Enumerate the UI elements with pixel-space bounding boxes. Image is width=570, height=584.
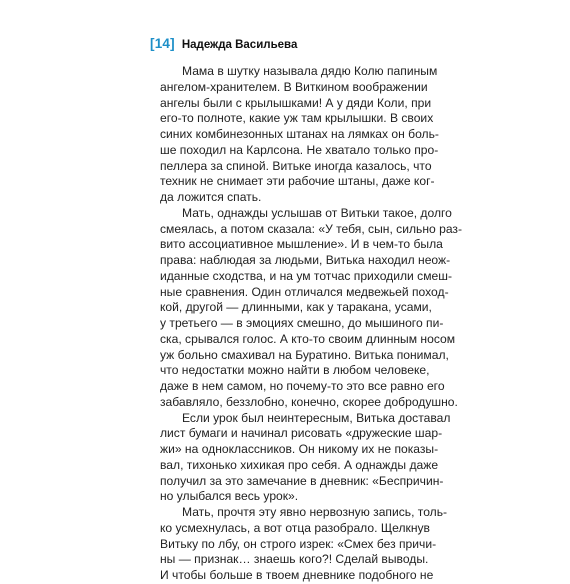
paragraph: [160, 505, 448, 584]
text-line: у третьего — в эмоциях смешно, до мышиного пи-: [160, 316, 444, 330]
text-line: Если урок был неинтересным, Витька доставал: [182, 410, 451, 425]
text-line: лист бумаги и начинал рисовать «дружеские шар-: [160, 426, 443, 441]
text-line: уж больно смахивал на Буратино. Витька понимал,: [160, 347, 449, 362]
text-line: даже в нем самом, но почему-то это все равно его: [160, 379, 445, 393]
paragraph: [160, 205, 462, 411]
text-line: И чтобы больше в твоем дневнике подобного не: [160, 568, 434, 582]
text-line: пеллера за спиной. Витьке иногда казалось, что: [160, 158, 432, 173]
text-line: ангелом-хранителем. В Виткином воображении: [160, 79, 428, 94]
text-line: ко усмехнулась, а вот отца разобрало. Щелкнув: [160, 520, 430, 535]
text-line: вал, тихонько хихикая про себя. А однажды даже: [160, 457, 439, 472]
text-line: Мать, однажды услышав от Витьки такое, долго: [182, 205, 452, 220]
text-line: права: наблюдая за людьми, Витька находил неож-: [160, 253, 451, 267]
text-line: вито ассоциативное мышление». И в чем-то была: [160, 237, 443, 252]
text-line: его-то полноте, какие уж там крылышки. В своих: [160, 111, 434, 126]
paragraph: [160, 64, 439, 206]
text-line: но улыбался весь урок».: [160, 489, 299, 504]
text-line: ше походил на Карлсона. Не хватало только про-: [160, 142, 439, 157]
text-line: иданные сходства, и на ум тотчас приходили смеш-: [160, 268, 452, 283]
text-line: ска, срывался голос. А кто-то своим длинным носом: [160, 331, 456, 346]
author-name: Надежда Васильева: [181, 39, 298, 51]
text-line: ные сравнения. Один отличался медвежьей поход-: [160, 284, 449, 299]
body-text: [160, 64, 462, 584]
text-line: кой, другой — длинными, как у таракана, усами,: [160, 300, 432, 315]
text-line: Витьку по лбу, он строго изрек: «Смех без причи-: [160, 536, 437, 551]
page-number: [14]: [150, 36, 175, 51]
text-line: забавляло, беззлобно, конечно, скорее добродушно.: [160, 394, 458, 409]
text-line: ангелы были с крылышками! А у дяди Коли, при: [160, 95, 432, 110]
text-line: получил за это замечание в дневник: «Беспричин-: [160, 473, 444, 488]
text-line: техник не снимает эти рабочие штаны, даже ког-: [160, 174, 435, 189]
text-line: что недостатки можно найти в любом человеке,: [160, 363, 430, 378]
text-line: синих комбинезонных штанах на лямках он боль-: [160, 127, 439, 141]
text-line: смеялась, а потом сказала: «У тебя, сын, сильно раз-: [160, 221, 462, 236]
paragraph: [160, 410, 451, 506]
text-line: да ложится спать.: [160, 190, 262, 204]
text-line: жи» на одноклассников. Он никому их не показы-: [160, 442, 439, 456]
text-line: ны — признак… знаешь кого?! Сделай выводы.: [160, 552, 429, 567]
running-head: [150, 36, 297, 51]
text-line: Мать, прочтя эту явно нервозную запись, толь-: [182, 505, 448, 519]
text-line: Мама в шутку называла дядю Колю папиным: [182, 64, 438, 78]
